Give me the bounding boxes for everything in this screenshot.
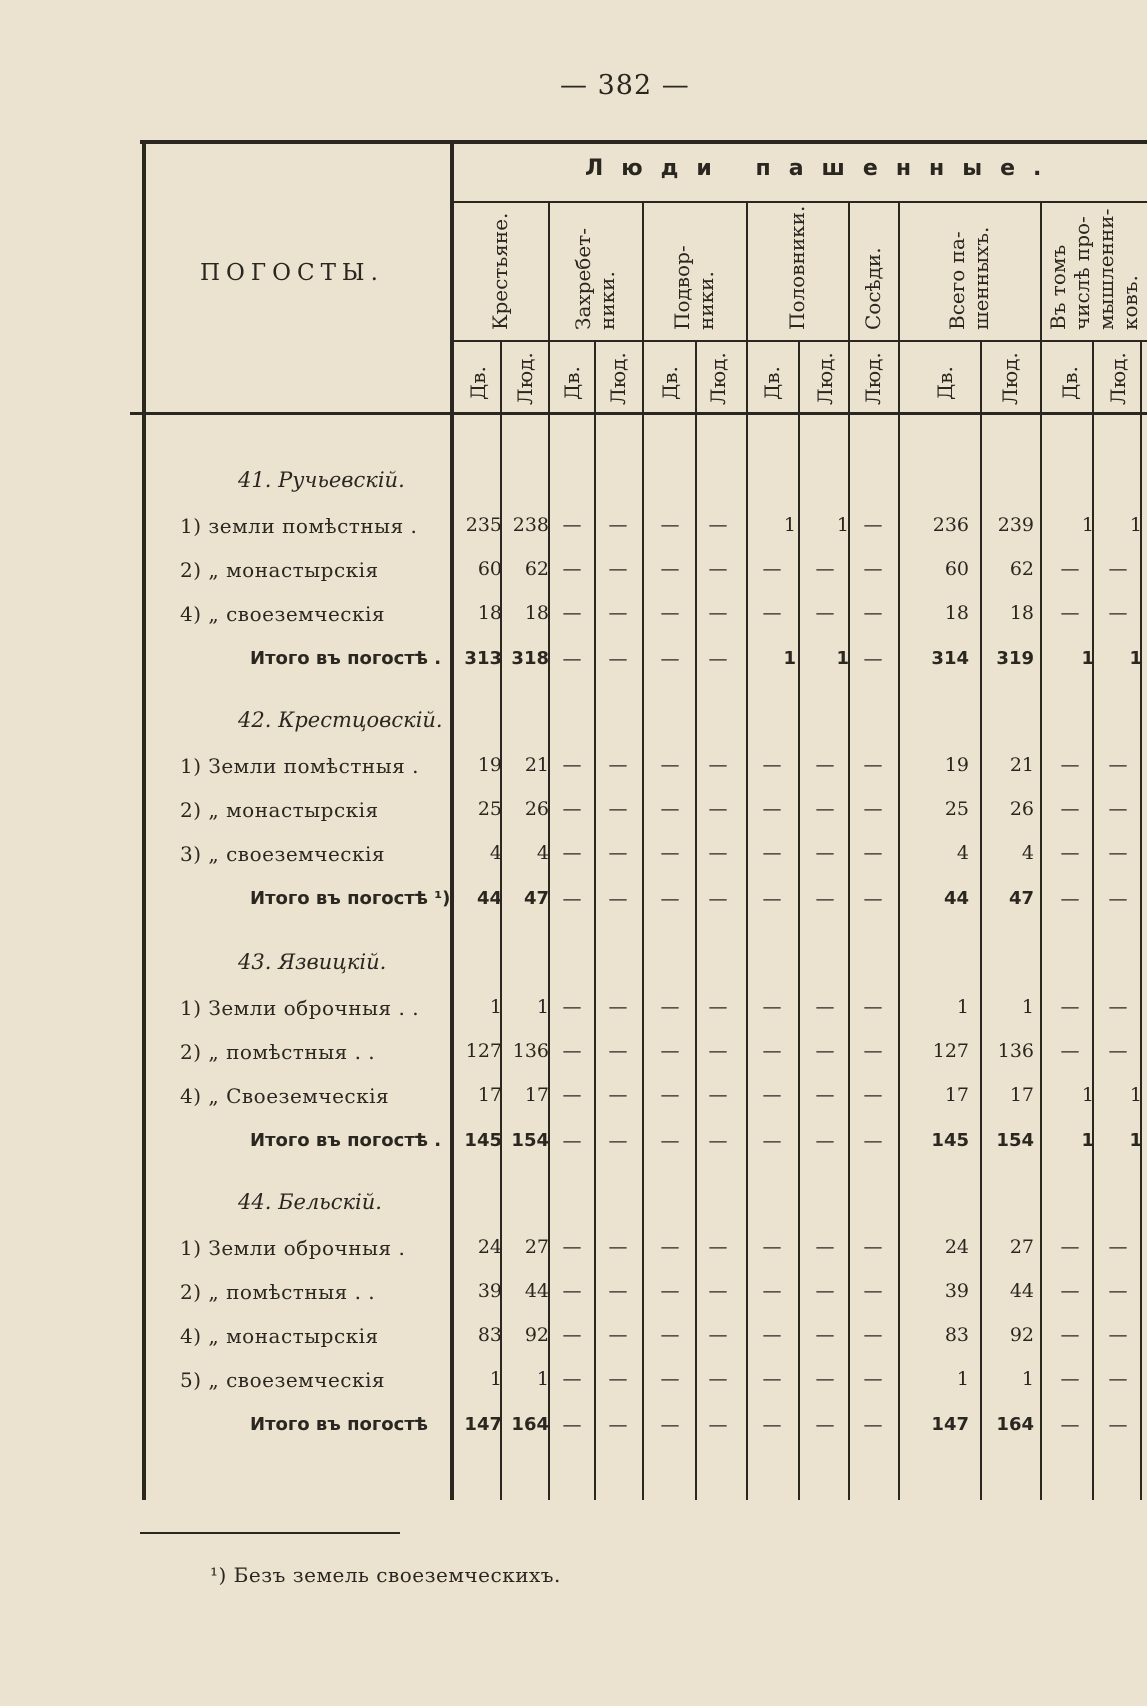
- cell-value: —: [608, 602, 628, 624]
- cell-value: —: [608, 1084, 628, 1106]
- cell-value: —: [562, 1040, 582, 1062]
- cell-value: —: [1108, 1280, 1128, 1302]
- cell-value: —: [1108, 842, 1128, 864]
- cell-value: 1: [489, 996, 502, 1018]
- column-separator-major: [898, 201, 900, 1500]
- cell-value: 1: [836, 514, 849, 536]
- cell-value: —: [708, 558, 728, 580]
- column-header-label: Захребет-: [571, 227, 595, 330]
- total-value: 1: [1081, 648, 1094, 669]
- cell-value: —: [1060, 1236, 1080, 1258]
- column-header-label: Всего па-: [945, 231, 969, 330]
- cell-value: 1: [489, 1368, 502, 1390]
- cell-value: 17: [944, 1084, 969, 1106]
- total-value: —: [1060, 1414, 1080, 1436]
- total-value: 1: [1129, 648, 1142, 669]
- cell-value: —: [863, 1368, 883, 1390]
- cell-value: —: [1060, 1368, 1080, 1390]
- cell-value: —: [708, 1368, 728, 1390]
- cell-value: —: [562, 842, 582, 864]
- cell-value: —: [815, 1368, 835, 1390]
- cell-value: —: [863, 1040, 883, 1062]
- total-value: 145: [464, 1130, 502, 1151]
- cell-value: —: [762, 1324, 782, 1346]
- cell-value: —: [815, 1324, 835, 1346]
- total-value: —: [608, 888, 628, 910]
- cell-value: —: [660, 1324, 680, 1346]
- cell-value: 24: [944, 1236, 969, 1258]
- cell-value: —: [815, 1040, 835, 1062]
- cell-value: —: [1060, 1280, 1080, 1302]
- cell-value: —: [815, 558, 835, 580]
- row-label: 4) „ Своеземческія: [180, 1084, 390, 1108]
- total-value: 318: [511, 648, 549, 669]
- cell-value: —: [660, 602, 680, 624]
- footnote-rule: [140, 1532, 400, 1534]
- cell-value: 19: [944, 754, 969, 776]
- cell-value: —: [863, 1084, 883, 1106]
- total-label: Итого въ погостѣ .: [250, 648, 442, 669]
- cell-value: —: [660, 1280, 680, 1302]
- cell-value: —: [762, 1040, 782, 1062]
- cell-value: —: [608, 1324, 628, 1346]
- cell-value: 27: [524, 1236, 549, 1258]
- subheader-label: Дв.: [933, 366, 957, 400]
- cell-value: —: [660, 842, 680, 864]
- total-value: 147: [931, 1414, 969, 1435]
- row-label: 4) „ монастырскія: [180, 1324, 379, 1348]
- cell-value: 1: [1021, 996, 1034, 1018]
- total-value: —: [863, 1414, 883, 1436]
- total-value: —: [608, 1130, 628, 1152]
- cell-value: —: [608, 842, 628, 864]
- group-title: 42. Крестцовскій.: [238, 708, 443, 732]
- cell-value: 92: [1009, 1324, 1034, 1346]
- total-value: —: [608, 648, 628, 670]
- cell-value: —: [762, 1368, 782, 1390]
- cell-value: —: [608, 1368, 628, 1390]
- cell-value: —: [762, 996, 782, 1018]
- total-value: 164: [511, 1414, 549, 1435]
- column-header-label: Въ томъ: [1045, 244, 1070, 330]
- total-value: —: [708, 1130, 728, 1152]
- cell-value: —: [815, 754, 835, 776]
- cell-value: 60: [477, 558, 502, 580]
- cell-value: —: [863, 754, 883, 776]
- cell-value: —: [762, 558, 782, 580]
- cell-value: —: [1060, 996, 1080, 1018]
- cell-value: —: [660, 1368, 680, 1390]
- column-separator-major: [642, 201, 644, 1500]
- header-bottom-rule: [130, 412, 1147, 415]
- total-value: —: [708, 1414, 728, 1436]
- table-top-rule: [140, 140, 1147, 144]
- total-value: 1: [1129, 1130, 1142, 1151]
- total-value: 154: [996, 1130, 1034, 1151]
- cell-value: 18: [944, 602, 969, 624]
- cell-value: —: [708, 1084, 728, 1106]
- group-title: 43. Язвицкій.: [238, 950, 387, 974]
- cell-value: —: [1060, 798, 1080, 820]
- subheader-label: Люд.: [813, 352, 837, 405]
- cell-value: 1: [783, 514, 796, 536]
- cell-value: 24: [477, 1236, 502, 1258]
- cell-value: —: [708, 798, 728, 820]
- cell-value: 83: [477, 1324, 502, 1346]
- cell-value: 235: [465, 514, 502, 536]
- title-underline: [452, 201, 1147, 203]
- column-header-label: шенныхъ.: [969, 226, 993, 330]
- total-value: 314: [931, 648, 969, 669]
- cell-value: 17: [477, 1084, 502, 1106]
- total-value: —: [562, 888, 582, 910]
- cell-value: —: [660, 1040, 680, 1062]
- row-label: 1) Земли оброчныя . .: [180, 996, 420, 1020]
- cell-value: —: [608, 1280, 628, 1302]
- total-value: 145: [931, 1130, 969, 1151]
- total-value: —: [762, 1130, 782, 1152]
- page-number: — 382 —: [560, 70, 690, 101]
- cell-value: 26: [524, 798, 549, 820]
- cell-value: —: [708, 1280, 728, 1302]
- header-title: Люди пашенные.: [585, 156, 1060, 181]
- cell-value: —: [762, 1280, 782, 1302]
- cell-value: —: [608, 1040, 628, 1062]
- cell-value: —: [863, 1236, 883, 1258]
- cell-value: —: [562, 754, 582, 776]
- column-header-label: числѣ про-: [1069, 216, 1094, 330]
- cell-value: 4: [536, 842, 549, 864]
- column-separator-major: [1040, 201, 1042, 1500]
- cell-value: —: [608, 1236, 628, 1258]
- cell-value: —: [562, 798, 582, 820]
- total-value: —: [708, 888, 728, 910]
- cell-value: —: [815, 798, 835, 820]
- cell-value: 60: [944, 558, 969, 580]
- row-label: 2) „ монастырскія: [180, 798, 379, 822]
- cell-value: —: [1108, 798, 1128, 820]
- total-label: Итого въ погостѣ ¹): [250, 888, 451, 909]
- cell-value: —: [1108, 602, 1128, 624]
- cell-value: 18: [524, 602, 549, 624]
- cell-value: 39: [477, 1280, 502, 1302]
- subheader-label: Дв.: [760, 366, 784, 400]
- column-header-label: Сосѣди.: [861, 247, 885, 330]
- cell-value: —: [1108, 996, 1128, 1018]
- cell-value: 236: [932, 514, 969, 536]
- column-header-label: ковъ.: [1117, 275, 1142, 330]
- cell-value: 127: [465, 1040, 502, 1062]
- cell-value: —: [1108, 754, 1128, 776]
- cell-value: 4: [1021, 842, 1034, 864]
- cell-value: —: [1060, 1324, 1080, 1346]
- subheader-label: Люд.: [1106, 352, 1130, 405]
- cell-value: 27: [1009, 1236, 1034, 1258]
- group-title: 44. Бельскій.: [238, 1190, 382, 1214]
- cell-value: —: [1060, 1040, 1080, 1062]
- cell-value: 21: [1009, 754, 1034, 776]
- total-value: —: [608, 1414, 628, 1436]
- column-header-label: Половники.: [785, 205, 809, 330]
- subheader-label: Люд.: [513, 352, 537, 405]
- cell-value: 238: [512, 514, 549, 536]
- cell-value: 83: [944, 1324, 969, 1346]
- cell-value: —: [708, 602, 728, 624]
- cell-value: —: [863, 842, 883, 864]
- cell-value: —: [1108, 1040, 1128, 1062]
- cell-value: 92: [524, 1324, 549, 1346]
- total-value: 147: [464, 1414, 502, 1435]
- subheader-label: Дв.: [1058, 366, 1082, 400]
- cell-value: 1: [536, 996, 549, 1018]
- cell-value: —: [708, 996, 728, 1018]
- cell-value: —: [562, 996, 582, 1018]
- cell-value: —: [762, 754, 782, 776]
- cell-value: —: [762, 842, 782, 864]
- cell-value: 25: [944, 798, 969, 820]
- cell-value: 62: [524, 558, 549, 580]
- row-label: 1) Земли помѣстныя .: [180, 754, 419, 778]
- column-header-label: мышленни-: [1093, 208, 1118, 330]
- cell-value: —: [815, 602, 835, 624]
- total-value: —: [660, 888, 680, 910]
- cell-value: —: [762, 1236, 782, 1258]
- cell-value: 18: [477, 602, 502, 624]
- total-value: —: [562, 1130, 582, 1152]
- cell-value: —: [660, 798, 680, 820]
- row-label: 5) „ своеземческія: [180, 1368, 386, 1392]
- subheader-label: Люд.: [606, 352, 630, 405]
- column-header-label: Подвор-: [670, 245, 694, 330]
- cell-value: —: [815, 1280, 835, 1302]
- total-value: —: [660, 1130, 680, 1152]
- total-value: —: [815, 1414, 835, 1436]
- row-label: 2) „ монастырскія: [180, 558, 379, 582]
- cell-value: —: [762, 1084, 782, 1106]
- cell-value: 39: [944, 1280, 969, 1302]
- cell-value: 1: [1129, 1084, 1142, 1106]
- column-header-label: ники.: [694, 271, 718, 330]
- subheader-label: Люд.: [861, 352, 885, 405]
- total-value: 1: [783, 648, 796, 669]
- cell-value: —: [1060, 558, 1080, 580]
- cell-value: —: [708, 842, 728, 864]
- total-value: 1: [836, 648, 849, 669]
- total-value: —: [660, 648, 680, 670]
- total-value: —: [1108, 888, 1128, 910]
- cell-value: —: [660, 1084, 680, 1106]
- cell-value: 127: [932, 1040, 969, 1062]
- table-left-border: [142, 140, 146, 1500]
- cell-value: —: [762, 602, 782, 624]
- cell-value: —: [1108, 1324, 1128, 1346]
- row-label: 1) земли помѣстныя .: [180, 514, 418, 538]
- cell-value: —: [815, 1084, 835, 1106]
- cell-value: —: [708, 514, 728, 536]
- row-label: 1) Земли оброчныя .: [180, 1236, 406, 1260]
- cell-value: —: [863, 996, 883, 1018]
- group-title: 41. Ручьевскій.: [238, 468, 405, 492]
- cell-value: 19: [477, 754, 502, 776]
- cell-value: —: [608, 996, 628, 1018]
- cell-value: 26: [1009, 798, 1034, 820]
- column-header-label: Крестьяне.: [488, 212, 512, 330]
- cell-value: —: [762, 798, 782, 820]
- cell-value: 136: [997, 1040, 1034, 1062]
- cell-value: 25: [477, 798, 502, 820]
- cell-value: —: [660, 754, 680, 776]
- cell-value: 239: [997, 514, 1034, 536]
- cell-value: —: [1108, 558, 1128, 580]
- row-label: 2) „ помѣстныя . .: [180, 1280, 376, 1304]
- total-value: —: [863, 648, 883, 670]
- cell-value: —: [863, 1324, 883, 1346]
- cell-value: —: [562, 1368, 582, 1390]
- cell-value: —: [608, 754, 628, 776]
- total-value: 313: [464, 648, 502, 669]
- cell-value: —: [608, 558, 628, 580]
- cell-value: —: [815, 842, 835, 864]
- total-value: —: [1108, 1414, 1128, 1436]
- column-header-label: ники.: [595, 271, 619, 330]
- cell-value: —: [608, 514, 628, 536]
- total-value: —: [762, 888, 782, 910]
- cell-value: —: [660, 558, 680, 580]
- cell-value: —: [863, 514, 883, 536]
- cell-value: —: [608, 798, 628, 820]
- total-value: —: [815, 888, 835, 910]
- cell-value: —: [708, 1040, 728, 1062]
- total-value: —: [562, 1414, 582, 1436]
- cell-value: —: [1108, 1368, 1128, 1390]
- row-label: 4) „ своеземческія: [180, 602, 386, 626]
- subheader-label: Дв.: [466, 366, 490, 400]
- cell-value: 1: [1021, 1368, 1034, 1390]
- subheader-rule: [452, 340, 1147, 342]
- cell-value: 4: [956, 842, 969, 864]
- total-value: —: [863, 888, 883, 910]
- cell-value: 17: [524, 1084, 549, 1106]
- cell-value: —: [815, 996, 835, 1018]
- cell-value: —: [562, 602, 582, 624]
- cell-value: 1: [1129, 514, 1142, 536]
- cell-value: —: [660, 996, 680, 1018]
- cell-value: —: [863, 798, 883, 820]
- total-value: 164: [996, 1414, 1034, 1435]
- total-value: 319: [996, 648, 1034, 669]
- cell-value: 17: [1009, 1084, 1034, 1106]
- total-value: 47: [1008, 888, 1034, 909]
- cell-value: 21: [524, 754, 549, 776]
- subheader-label: Дв.: [560, 366, 584, 400]
- cell-value: —: [1108, 1236, 1128, 1258]
- cell-value: 1: [1081, 1084, 1094, 1106]
- cell-value: 18: [1009, 602, 1034, 624]
- row-label: 3) „ своеземческія: [180, 842, 386, 866]
- column-header-pogosty: ПОГОСТЫ.: [200, 260, 384, 286]
- cell-value: —: [562, 514, 582, 536]
- cell-value: 1: [956, 996, 969, 1018]
- cell-value: —: [562, 1084, 582, 1106]
- total-value: —: [815, 1130, 835, 1152]
- cell-value: —: [562, 1324, 582, 1346]
- cell-value: —: [863, 602, 883, 624]
- cell-value: —: [660, 514, 680, 536]
- total-value: 44: [943, 888, 969, 909]
- total-value: —: [863, 1130, 883, 1152]
- total-label: Итого въ погостѣ: [250, 1414, 429, 1435]
- total-value: —: [562, 648, 582, 670]
- footnote: ¹) Безъ земель своеземческихъ.: [210, 1563, 561, 1587]
- cell-value: —: [1060, 602, 1080, 624]
- total-value: 154: [511, 1130, 549, 1151]
- cell-value: 1: [536, 1368, 549, 1390]
- subheader-label: Дв.: [658, 366, 682, 400]
- total-value: 44: [476, 888, 502, 909]
- cell-value: —: [863, 1280, 883, 1302]
- cell-value: —: [708, 1324, 728, 1346]
- cell-value: —: [660, 1236, 680, 1258]
- total-value: —: [708, 648, 728, 670]
- subheader-label: Люд.: [706, 352, 730, 405]
- cell-value: —: [562, 1236, 582, 1258]
- cell-value: —: [708, 754, 728, 776]
- total-value: 1: [1081, 1130, 1094, 1151]
- total-value: —: [660, 1414, 680, 1436]
- cell-value: 62: [1009, 558, 1034, 580]
- cell-value: —: [815, 1236, 835, 1258]
- column-separator: [798, 340, 800, 1500]
- cell-value: 1: [956, 1368, 969, 1390]
- total-label: Итого въ погостѣ .: [250, 1130, 442, 1151]
- subheader-label: Люд.: [998, 352, 1022, 405]
- total-value: —: [762, 1414, 782, 1436]
- cell-value: 4: [489, 842, 502, 864]
- total-value: —: [1060, 888, 1080, 910]
- cell-value: —: [1060, 842, 1080, 864]
- total-value: 47: [523, 888, 549, 909]
- cell-value: —: [708, 1236, 728, 1258]
- cell-value: 44: [524, 1280, 549, 1302]
- cell-value: —: [562, 1280, 582, 1302]
- cell-value: —: [1060, 754, 1080, 776]
- cell-value: 44: [1009, 1280, 1034, 1302]
- cell-value: 136: [512, 1040, 549, 1062]
- cell-value: —: [863, 558, 883, 580]
- cell-value: 1: [1081, 514, 1094, 536]
- column-separator: [980, 340, 982, 1500]
- cell-value: —: [562, 558, 582, 580]
- row-label: 2) „ помѣстныя . .: [180, 1040, 376, 1064]
